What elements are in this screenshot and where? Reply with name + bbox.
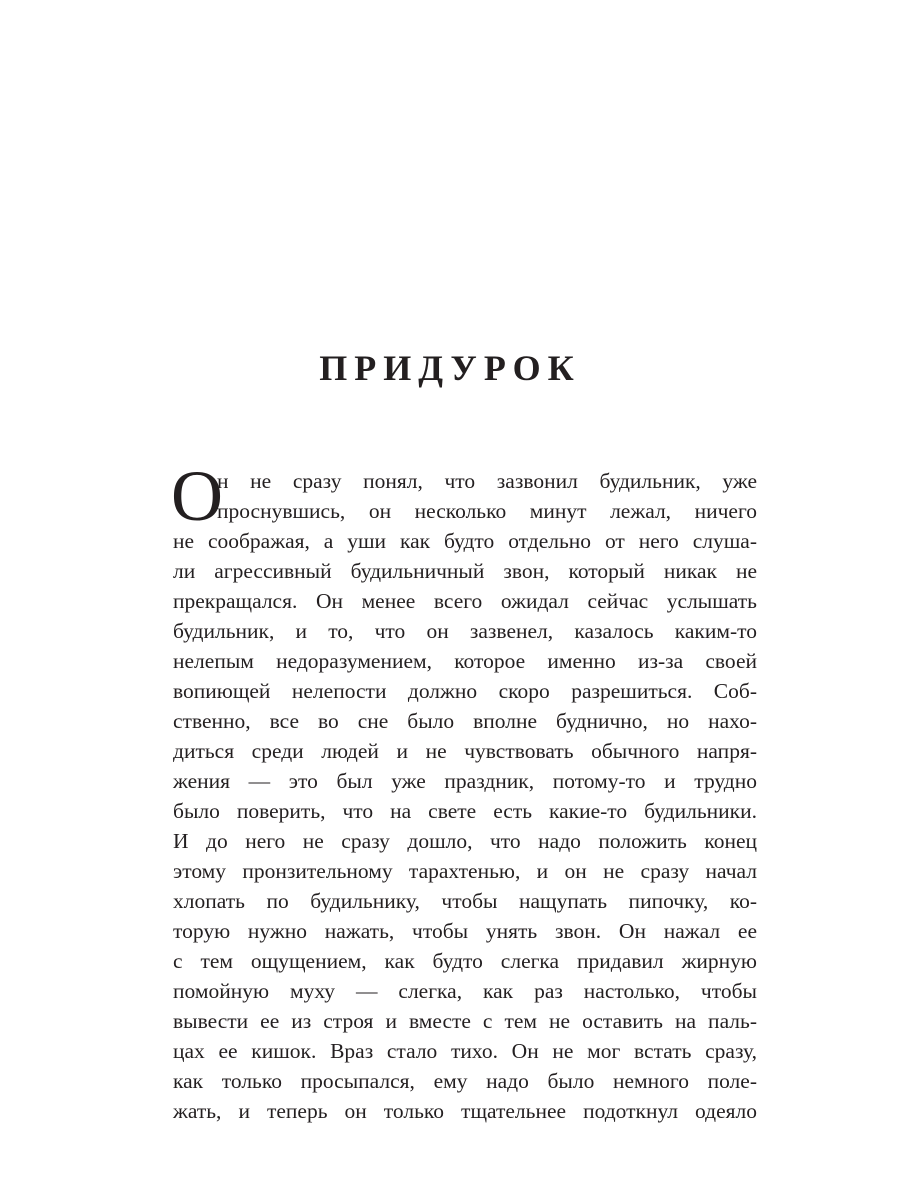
chapter-title: ПРИДУРОК bbox=[319, 348, 581, 388]
text-line: как только просыпался, ему надо было немного поле- bbox=[173, 1069, 757, 1093]
text-line: диться среди людей и не чувствовать обычного напря- bbox=[173, 739, 757, 763]
text-line: н не сразу понял, что зазвонил будильник, уже bbox=[217, 469, 757, 493]
text-line: вопиющей нелепости должно скоро разрешиться. Соб- bbox=[173, 679, 757, 703]
text-line: ственно, все во сне было вполне буднично, но нахо- bbox=[173, 709, 757, 733]
text-line: торую нужно нажать, чтобы унять звон. Он нажал ее bbox=[173, 919, 757, 943]
text-line: этому пронзительному тарахтенью, и он не сразу начал bbox=[173, 859, 757, 883]
text-line: будильник, и то, что он зазвенел, казалось каким-то bbox=[173, 619, 757, 643]
text-line: не соображая, а уши как будто отдельно от него слуша- bbox=[173, 529, 757, 553]
text-line: помойную муху — слегка, как раз настолько, чтобы bbox=[173, 979, 757, 1003]
text-line: цах ее кишок. Враз стало тихо. Он не мог встать сразу, bbox=[173, 1039, 757, 1063]
chapter-body bbox=[171, 456, 757, 1126]
text-line: вывести ее из строя и вместе с тем не оставить на паль- bbox=[173, 1009, 757, 1033]
text-line: И до него не сразу дошло, что надо положить конец bbox=[173, 829, 757, 853]
text-line: проснувшись, он несколько минут лежал, ничего bbox=[217, 499, 757, 523]
text-line: ли агрессивный будильничный звон, который никак не bbox=[173, 559, 757, 583]
text-line: с тем ощущением, как будто слегка придавил жирную bbox=[173, 949, 757, 973]
drop-cap: О bbox=[171, 456, 223, 536]
text-line: жать, и теперь он только тщательнее подоткнул одеяло bbox=[173, 1099, 757, 1123]
text-line: жения — это был уже праздник, потому-то и трудно bbox=[173, 769, 757, 793]
text-line: хлопать по будильнику, чтобы нащупать пипочку, ко- bbox=[173, 889, 757, 913]
text-line: было поверить, что на свете есть какие-то будильники. bbox=[173, 799, 757, 823]
text-line: прекращался. Он менее всего ожидал сейчас услышать bbox=[173, 589, 757, 613]
text-line: нелепым недоразумением, которое именно из-за своей bbox=[173, 649, 757, 673]
